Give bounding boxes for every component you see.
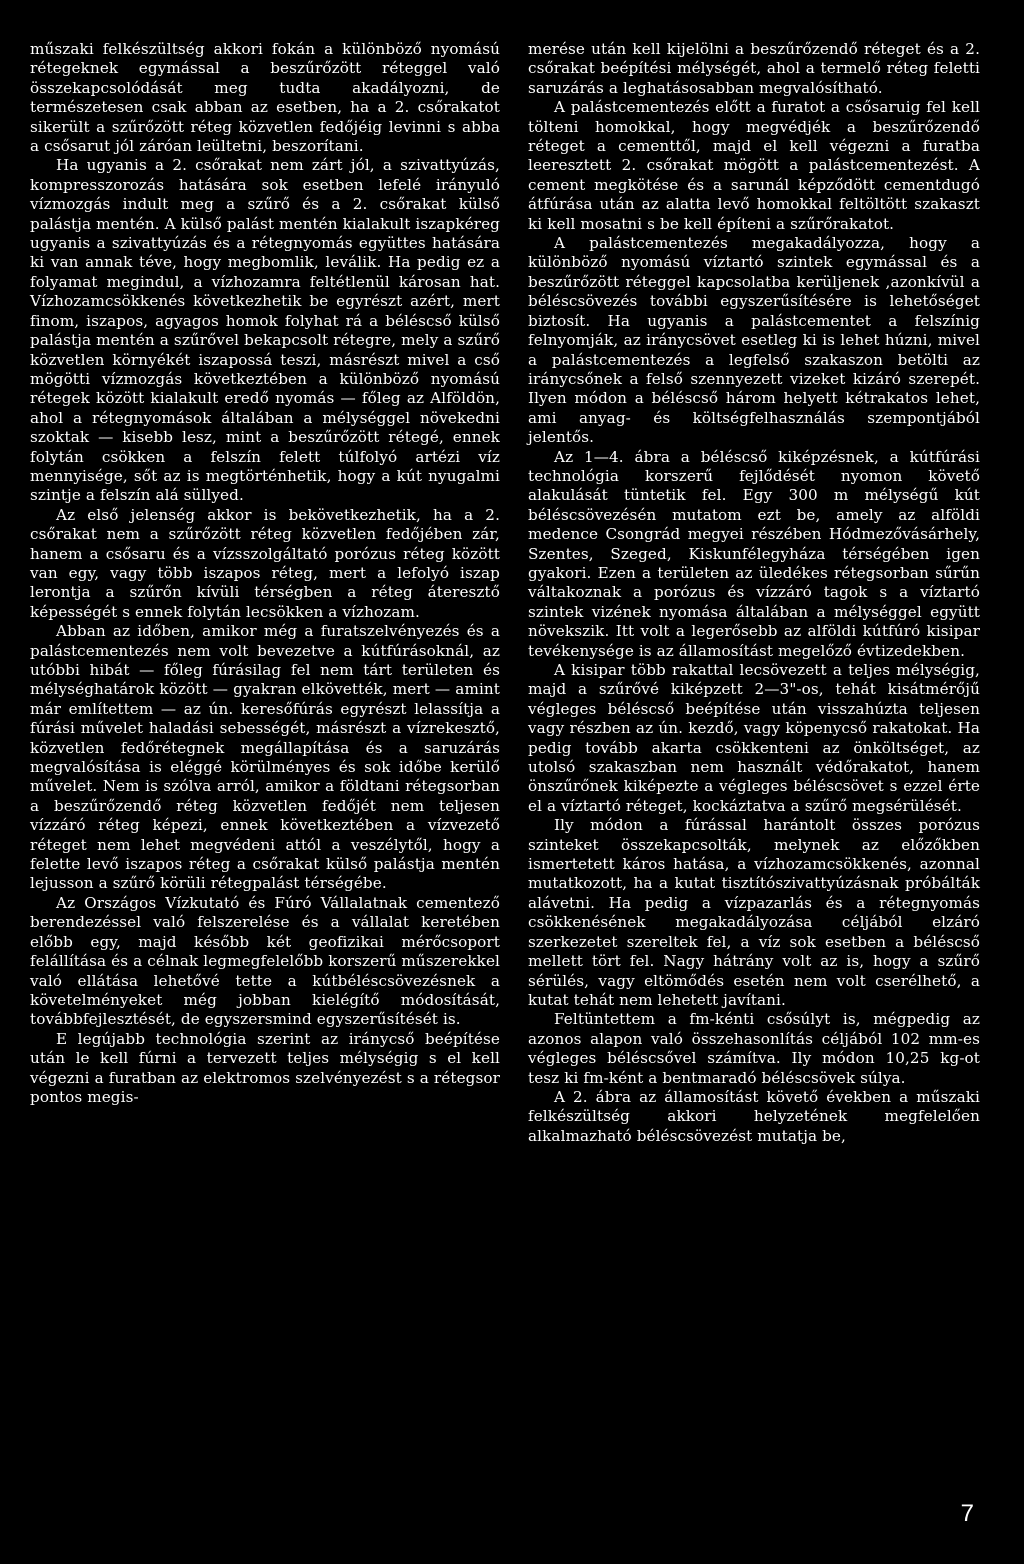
paragraph: A palástcementezés előtt a furatot a csősaruig fel kell tölteni homokkal, hogy megvédjék a beszűrőzendő réteget a cementtől, majd el kell végezni a furatba leeresztett 2. csőrakat mögött a palástcementezést. A cement megkötése és a sarunál képződött cementdugó átfúrása után az alatta levő homokkal feltöltött szakaszt ki kell mosatni s be kell építeni a szűrőrakatot. <box>528 98 980 233</box>
paragraph: műszaki felkészültség akkori fokán a különböző nyomású rétegeknek egymással a beszűrőzött réteggel való összekapcsolódását meg tudta akadályozni, de természetesen csak abban az esetben, ha a 2. csőrakatot sikerült a szűrőzött réteg közvetlen fedőjéig levinni s abba a csősarut jól záróan leültetni, beszorítani. <box>30 40 500 156</box>
paragraph: Az első jelenség akkor is bekövetkezhetik, ha a 2. csőrakat nem a szűrőzött réteg közvetlen fedőjében zár, hanem a csősaru és a vízsszolgáltató porózus réteg között van egy, vagy több iszapos réteg, mert a lefolyó iszap lerontja a szűrőn kívüli térségben a réteg áteresztő képességét s ennek folytán lecsökken a vízhozam. <box>30 505 500 621</box>
paragraph: A 2. ábra az államosítást követő években a műszaki felkészültség akkori helyzetének megfelelően alkalmazható béléscsövezést mutatja be, <box>528 1087 980 1145</box>
paragraph: Ily módon a fúrással harántolt összes porózus szinteket összekapcsolták, melynek az előzőkben ismertetett káros hatása, a vízhozamcsökkenés, azonnal mutatkozott, ha a kutat tisztítószivattyúzásnak próbálták alávetni. Ha pedig a vízpazarlás és a rétegnyomás csökkenésének megakadályozása céljából elzáró szerkezetet szereltek fel, a víz sok esetben a béléscső mellett tört fel. Nagy hátrány volt az is, hogy a szűrő sérülés, vagy eltömődés esetén nem volt cserélhető, a kutat tehát nem lehetett javítani. <box>528 816 980 1009</box>
paragraph: E legújabb technológia szerint az iránycső beépítése után le kell fúrni a tervezett teljes mélységig s el kell végezni a furatban az elektromos szelvényezést s a rétegsor pontos megis- <box>30 1029 500 1106</box>
paragraph: Abban az időben, amikor még a furatszelvényezés és a palástcementezés nem volt bevezetve a kútfúrásoknál, az utóbbi hibát — főleg fúrásilag fel nem tárt területen és mélységhatárok között — gyakran elkövették, mert — amint már említettem — az ún. keresőfúrás egyrészt lelassítja a fúrási művelet haladási sebességét, másrészt a vízrekesztő, közvetlen fedőrétegnek megállapítása és a saruzárás megvalósítása is eléggé körülményes és sok időbe kerülő művelet. Nem is szólva arról, amikor a földtani rétegsorban a beszűrőzendő réteg közvetlen fedőjét nem teljesen vízzáró réteg képezi, ennek következtében a vízvezető réteget nem lehet megvédeni attól a veszélytől, hogy a felette levő iszapos réteg a csőrakat külső palástja mentén lejusson a szűrő körüli rétegpalást térségébe. <box>30 622 500 893</box>
paragraph: Az Országos Vízkutató és Fúró Vállalatnak cementező berendezéssel való felszerelése és a vállalat keretében előbb egy, majd később két geofizikai mérőcsoport felállítása és a célnak legmegfelelőbb korszerű műszerekkel való ellátása lehetővé tette a kútbéléscsövezésnek a követelményeket még jobban kielégítő módosítását, továbbfejlesztését, de egyszersmind egyszerűsítését is. <box>30 893 500 1029</box>
paragraph: A kisipar több rakattal lecsövezett a teljes mélységig, majd a szűrővé kiképzett 2—3"-os, tehát kisátmérőjű végleges béléscső beépítése után visszahúzta teljesen vagy részben az ún. kezdő, vagy köpenycső rakatokat. Ha pedig tovább akarta csökkenteni az önköltséget, az utolsó szakaszban nem használt védőrakatot, hanem önszűrőnek kiképezte a végleges béléscsövet s ezzel érte el a víztartó réteget, kockáztatva a szűrő megsérülését. <box>528 661 980 815</box>
paragraph: merése után kell kijelölni a beszűrőzendő réteget és a 2. csőrakat beépítési mélységét, ahol a termelő réteg feletti saruzárás a leghatásosabban megvalósítható. <box>528 40 980 97</box>
left-text-column <box>30 40 500 1107</box>
paragraph: Feltüntettem a fm-kénti csősúlyt is, mégpedig az azonos alapon való összehasonlítás céljából 102 mm-es végleges béléscsővel számítva. Ily módon 10,25 kg-ot tesz ki fm-ként a bentmaradó béléscsövek súlya. <box>528 1010 980 1087</box>
paragraph: Ha ugyanis a 2. csőrakat nem zárt jól, a szivattyúzás, kompresszorozás hatására sok esetben lefelé irányuló vízmozgás indult meg a szűrő és a 2. csőrakat külső palástja mentén. A külső palást mentén kialakult iszapkéreg ugyanis a szivattyúzás és a rétegnyomás együttes hatására ki van annak téve, hogy megbomlik, leválik. Ha pedig ez a folyamat megindul, a vízhozamra feltétlenül károsan hat. Vízhozamcsökkenés következhetik be egyrészt azért, mert finom, iszapos, agyagos homok folyhat rá a béléscső külső palástja mentén a szűrővel bekapcsolt rétegre, mely a szűrő közvetlen környékét iszapossá teszi, másrészt mivel a cső mögötti vízmozgás következtében a különböző nyomású rétegek között kialakult eredő nyomás — főleg az Alföldön, ahol a rétegnyomások általában a mélységgel növekedni szoktak — kisebb lesz, mint a beszűrőzött rétegé, ennek folytán csökken a felszín felett túlfolyó artézi víz mennyisége, sőt az is megtörténhetik, hogy a kút nyugalmi szintje a felszín alá süllyed. <box>30 156 500 505</box>
page-number: 7 <box>960 1500 974 1527</box>
right-text-column <box>528 40 980 1146</box>
paragraph: A palástcementezés megakadályozza, hogy a különböző nyomású víztartó szintek egymással és a beszűrőzött réteggel kapcsolatba kerüljenek ,azonkívül a béléscsövezés további egyszerűsítésére is lehetőséget biztosít. Ha ugyanis a palástcementet a felszínig felnyomják, az iránycsövet esetleg ki is lehet húzni, mivel a palástcementezés a legfelső szakaszon betölti az iránycsőnek a felső szennyezett vizeket kizáró szerepét. Ilyen módon a béléscső három helyett kétrakatos lehet, ami anyag- és költségfelhasználás szempontjából jelentős. <box>528 234 980 447</box>
paragraph: Az 1—4. ábra a béléscső kiképzésnek, a kútfúrási technológia korszerű fejlődését nyomon követő alakulását tüntetik fel. Egy 300 m mélységű kút béléscsövezésén mutatom ezt be, amely az alföldi medence Csongrád megyei részében Hódmezővásárhely, Szentes, Szeged, Kiskunfélegyháza térségében igen gyakori. Ezen a területen az üledékes rétegsorban sűrűn váltakoznak a porózus és vízzáró tagok s a víztartó szintek vizének nyomása általában a mélységgel együtt növekszik. Itt volt a legerősebb az alföldi kútfúró kisipar tevékenysége is az államosítást megelőző évtizedekben. <box>528 447 980 660</box>
